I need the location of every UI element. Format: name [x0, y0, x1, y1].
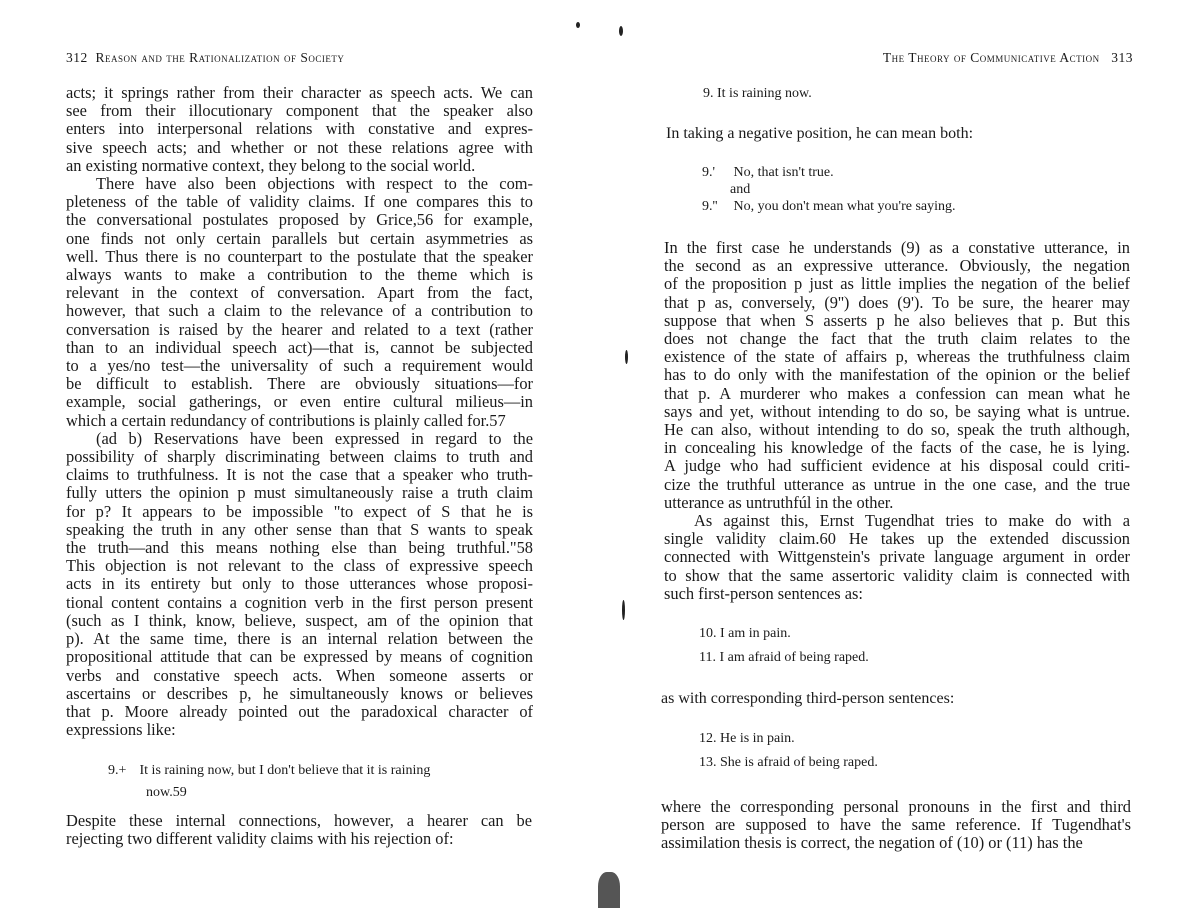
text-line: which a certain redundancy of contributions is plainly called for.57 — [66, 410, 506, 430]
example-9plus — [108, 760, 430, 804]
left-closing-text — [66, 812, 532, 848]
text-line: verbs and constative speech acts. When someone asserts or — [66, 665, 533, 685]
text-line: acts in its entirety but only to those utterances whose proposi- — [66, 574, 533, 594]
example-text: No, you don't mean what you're saying. — [733, 199, 956, 214]
text-line: of the proposition p just as little implies the negation of the belief — [664, 274, 1130, 294]
negative-position-line: In taking a negative position, he can mean both: — [666, 125, 974, 142]
text-line: expressions like: — [66, 720, 176, 740]
right-page — [600, 0, 1193, 908]
text-line: than to an individual speech act)—that is, cannot be subjected — [66, 337, 533, 357]
text-line: says and yet, without intending to do so, be saying what is untrue. — [664, 401, 1130, 421]
right-running-head — [883, 50, 1133, 66]
text-line: does not change the fact that the truth claim relates to the — [664, 329, 1130, 349]
left-page-number: 312 — [66, 50, 88, 65]
text-line: propositional attitude that can be expressed by means of cognition — [66, 647, 533, 667]
text-line: to show that the same assertoric validity claim is connected with — [664, 565, 1130, 585]
example-13: 13. She is afraid of being raped. — [699, 755, 878, 770]
example-text: No, that isn't true. — [733, 165, 834, 180]
text-line: acts; it springs rather from their character as speech acts. We can — [66, 83, 533, 102]
example-10: 10. I am in pain. — [699, 626, 791, 641]
left-running-head — [66, 50, 344, 66]
text-line: This objection is not relevant to the class of expressive speech — [66, 556, 533, 576]
text-line: enters into interpersonal relations with constative and expres- — [66, 119, 533, 139]
text-line: person are supposed to have the same reference. If Tugendhat's — [661, 815, 1131, 835]
text-line: pleteness of the table of validity claims. If one compares this to — [66, 192, 533, 212]
text-line: As against this, Ernst Tugendhat tries to make do with a — [694, 511, 1130, 531]
text-line: possibility of sharply discriminating between claims to truth and — [66, 447, 533, 467]
text-line: well. Thus there is no counterpart to the postulate that the speaker — [66, 246, 533, 266]
example-12: 12. He is in pain. — [699, 731, 795, 746]
example-11: 11. I am afraid of being raped. — [699, 650, 869, 665]
text-line: connected with Wittgenstein's private language argument in order — [664, 547, 1130, 567]
text-line: utterance as untruthfúl in the other. — [664, 492, 894, 512]
text-line: that p as, conversely, (9'') does (9'). To be sure, the hearer may — [664, 292, 1130, 312]
example-continuation: now.59 — [146, 785, 187, 800]
right-running-title: The Theory of Communicative Action — [882, 50, 1100, 65]
example-label: 9.'' — [702, 199, 718, 214]
text-line: such first-person sentences as: — [664, 583, 863, 603]
left-page — [0, 0, 590, 908]
example-9: 9. It is raining now. — [703, 86, 812, 101]
text-line: There have also been objections with respect to the com- — [96, 174, 533, 194]
text-line: an existing normative context, they belong to the social world. — [66, 155, 476, 175]
text-line: has to do only with the manifestation of the opinion or the belief — [664, 365, 1130, 385]
text-line: tional content contains a cognition verb in the first person present — [66, 592, 533, 612]
text-line: to a yes/no test—the universality of such a requirement would — [66, 356, 533, 376]
text-line: existence of the state of affairs p, whereas the truthfulness claim — [664, 347, 1130, 367]
text-line: He can also, without intending to do so, speak the truth although, — [664, 420, 1130, 440]
left-running-title: Reason and the Rationalization of Society — [95, 50, 345, 65]
text-line: example, social gatherings, or even entire cultural milieus—in — [66, 392, 533, 412]
text-line: in concealing his knowledge of the facts of the case, he is lying. — [664, 438, 1130, 458]
text-line: single validity claim.60 He takes up the extended discussion — [664, 529, 1130, 549]
text-line: always wants to make a contribution to the theme which is — [66, 265, 533, 285]
right-body-text — [664, 239, 1130, 603]
text-line: the truth—and this means nothing else than being truthful."58 — [66, 538, 533, 558]
right-page-number: 313 — [1111, 50, 1133, 65]
text-line: A judge who had sufficient evidence at his disposal could criti- — [664, 456, 1130, 476]
text-line: relevant in the context of conversation. Apart from the fact, — [66, 283, 533, 303]
text-line: one finds not only certain parallels but certain asymmetries as — [66, 228, 533, 248]
example-label: 9.+ — [108, 763, 127, 778]
text-line: the conversational postulates proposed by Grice,56 for example, — [66, 210, 533, 230]
text-line: ascertains or describes p, he simultaneously knows or believes — [66, 683, 533, 703]
text-line: conversation is raised by the hearer and related to a text (rather — [66, 319, 533, 339]
text-line: that p. Moore already pointed out the paradoxical character of — [66, 701, 533, 721]
text-line: p). At the same time, there is an internal relation between the — [66, 629, 533, 649]
text-line: see from their illocutionary component that the speaker also — [66, 101, 533, 121]
text-line: (such as I think, know, believe, suspect, am of the opinion that — [66, 610, 533, 630]
text-line: Despite these internal connections, however, a hearer can be — [66, 811, 532, 830]
text-line: where the corresponding personal pronouns in the first and third — [661, 797, 1131, 816]
left-body-text — [66, 84, 533, 739]
text-line: fully utters the opinion p must simultaneously raise a truth claim — [66, 483, 533, 503]
text-line: sive speech acts; and whether or not these relations agree with — [66, 137, 533, 157]
text-line: In the first case he understands (9) as a constative utterance, in — [664, 238, 1130, 257]
text-line: be difficult to establish. There are obviously situations—for — [66, 374, 533, 394]
text-line: however, that such a claim to the relevance of a contribution to — [66, 301, 533, 321]
text-line: assimilation thesis is correct, the negation of (10) or (11) has the — [661, 833, 1083, 853]
and-text: and — [730, 182, 751, 197]
text-line: the second as an expressive utterance. Obviously, the negation — [664, 256, 1130, 276]
example-label: 9.' — [702, 165, 716, 180]
text-line: cize the truthful utterance as untrue in the one case, and the true — [664, 474, 1130, 494]
text-line: (ad b) Reservations have been expressed in regard to the — [96, 428, 533, 448]
example-text: It is raining now, but I don't believe that it is raining — [139, 763, 431, 778]
text-line: suppose that when S asserts p he also believes that p. But this — [664, 310, 1130, 330]
text-line: rejecting two different validity claims with his rejection of: — [66, 829, 454, 849]
right-closing-text — [661, 798, 1131, 853]
text-line: for p? It appears to be impossible "to expect of S that he is — [66, 501, 533, 521]
example-9-variants — [702, 164, 956, 215]
text-line: that p. A murderer who makes a confession can mean what he — [664, 383, 1130, 403]
text-line: speaking the truth in any other sense than that S wants to speak — [66, 519, 533, 539]
third-person-line: as with corresponding third-person sentences: — [661, 690, 955, 707]
text-line: claims to truthfulness. It is not the case that a speaker who truth- — [66, 465, 533, 485]
